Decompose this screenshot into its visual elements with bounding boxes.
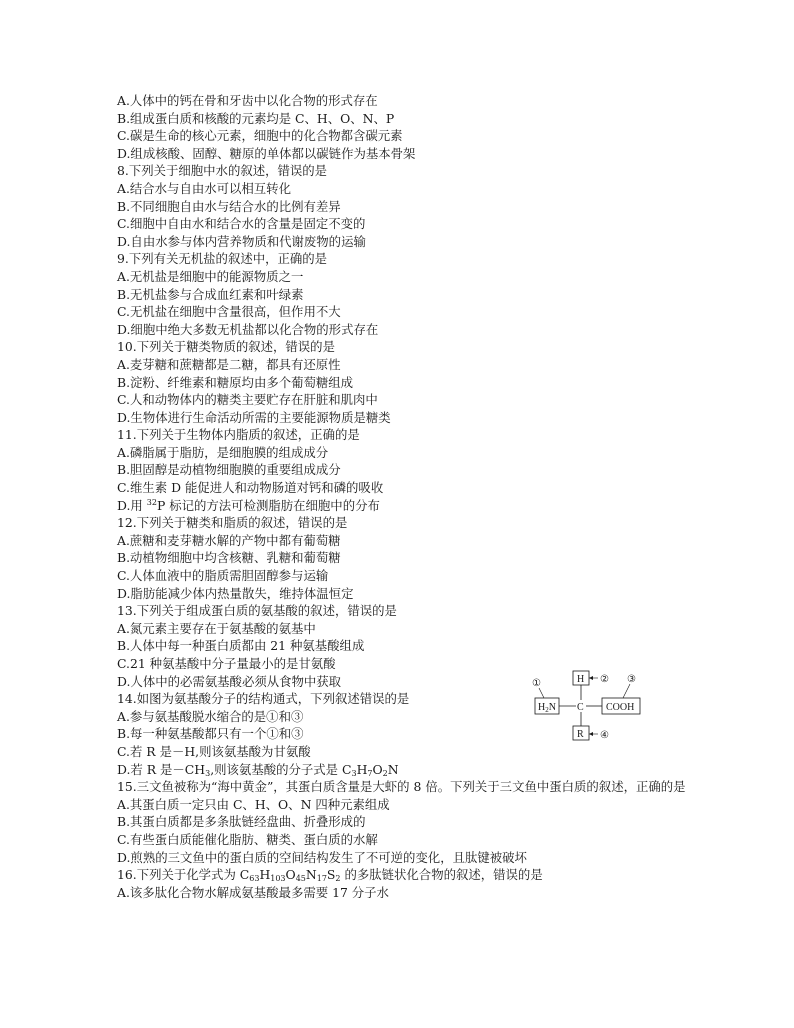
q15-option-a: A.其蛋白质一定只由 C、H、O、N 四种元素组成	[117, 796, 390, 812]
q14-d-sub-1: 3	[205, 768, 211, 778]
q10-option-b: B.淀粉、纤维素和糖原均由多个葡萄糖组成	[117, 374, 354, 390]
q10-stem: 10.下列关于糖类物质的叙述，错误的是	[117, 339, 335, 355]
q10-option-a: A.麦芽糖和蔗糖都是二糖，都具有还原性	[117, 356, 341, 372]
q16-m3: N	[305, 867, 317, 883]
q14-option-c: C.若 R 是－H,则该氨基酸为甘氨酸	[117, 743, 311, 759]
q15-option-d: D.煎熟的三文鱼中的蛋白质的空间结构发生了不可逆的变化，且肽键被破坏	[117, 849, 527, 865]
q13-option-b: B.人体中每一种蛋白质都由 21 种氨基酸组成	[117, 638, 365, 654]
q13-stem: 13.下列关于组成蛋白质的氨基酸的叙述，错误的是	[117, 603, 397, 619]
q14-option-b: B.每一种氨基酸都只有一个①和③	[117, 726, 304, 742]
arrow-2	[589, 676, 593, 680]
leader-1	[539, 688, 544, 698]
q10-option-d: D.生物体进行生命活动所需的主要能源物质是糖类	[117, 409, 391, 425]
q12-option-a: A.蔗糖和麦芽糖水解的产物中都有葡萄糖	[117, 532, 341, 548]
q13-option-c: C.21 种氨基酸中分子量最小的是甘氨酸	[117, 656, 336, 671]
q7-option-b: B.组成蛋白质和核酸的元素均是 C、H、O、N、P	[117, 110, 395, 126]
q7-option-c: C.碳是生命的核心元素，细胞中的化合物都含碳元素	[117, 128, 403, 144]
q16-option-a: A.该多肽化合物水解成氨基酸最多需要 17 分子水	[117, 884, 389, 900]
r-label: R	[577, 729, 584, 740]
q16-m2: O	[285, 867, 296, 883]
q14-d-mid3: O	[372, 761, 383, 777]
q16-sub-3: 45	[295, 874, 306, 884]
q11-option-d	[117, 497, 697, 515]
q14-stem: 14.如图为氨基酸分子的结构通式，下列叙述错误的是	[117, 691, 410, 707]
amino-acid-structure-diagram	[530, 668, 650, 744]
q14-d-mid2: H	[356, 761, 368, 777]
q14-d-sub-4: 2	[382, 768, 388, 778]
q11-d-superscript: 32	[146, 497, 157, 507]
marker-3: ③	[627, 674, 636, 685]
q16-sub-5: 2	[335, 874, 341, 884]
q16-stem-pre: 16.下列关于化学式为 C	[117, 867, 250, 883]
q14-d-mid: ,则该氨基酸的分子式是 C	[210, 761, 352, 777]
leader-3	[623, 684, 630, 698]
q7-option-a: A.人体中的钙在骨和牙齿中以化合物的形式存在	[117, 93, 378, 108]
q8-option-c: C.细胞中自由水和结合水的含量是固定不变的	[117, 216, 366, 232]
q11-stem: 11.下列关于生物体内脂质的叙述，正确的是	[117, 427, 360, 443]
q8-option-b: B.不同细胞自由水与结合水的比例有差异	[117, 198, 341, 214]
q14-option-d	[117, 761, 697, 779]
q12-option-c: C.人体血液中的脂质需胆固醇参与运输	[117, 568, 329, 584]
q11-option-a: A.磷脂属于脂肪，是细胞膜的组成成分	[117, 444, 329, 460]
q12-option-d: D.脂肪能减少体内热量散失，维持体温恒定	[117, 585, 354, 601]
q9-option-c: C.无机盐在细胞中含量很高，但作用不大	[117, 304, 341, 320]
q16-m4: S	[326, 867, 336, 883]
q16-sub-2: 103	[270, 874, 286, 884]
question-list	[117, 92, 697, 901]
q16-sub-1: 63	[249, 874, 260, 884]
h2n-label	[538, 702, 556, 714]
q8-stem: 8.下列关于细胞中水的叙述，错误的是	[117, 163, 328, 179]
cooh-label: COOH	[606, 702, 635, 713]
q12-option-b: B.动植物细胞中均含核糖、乳糖和葡萄糖	[117, 550, 341, 566]
q8-option-a: A.结合水与自由水可以相互转化	[117, 180, 291, 196]
marker-2: ②	[600, 674, 609, 685]
q9-option-a: A.无机盐是细胞中的能源物质之一	[117, 268, 304, 284]
q14-d-pre: D.若 R 是－CH	[117, 761, 206, 777]
h2n-end: N	[548, 702, 556, 713]
q8-option-d: D.自由水参与体内营养物质和代谢废物的运输	[117, 233, 366, 249]
q9-option-d: D.细胞中绝大多数无机盐都以化合物的形式存在	[117, 321, 379, 337]
q16-stem-post: 的多肽链状化合物的叙述，错误的是	[340, 867, 543, 883]
q13-option-d: D.人体中的必需氨基酸必须从食物中获取	[117, 673, 342, 689]
q10-option-c: C.人和动物体内的糖类主要贮存在肝脏和肌肉中	[117, 392, 378, 408]
q15-option-c: C.有些蛋白质能催化脂肪、糖类、蛋白质的水解	[117, 831, 378, 847]
h2n-sub: 2	[545, 706, 549, 714]
q14-d-sub-3: 7	[367, 768, 373, 778]
q14-d-sub-2: 3	[351, 768, 357, 778]
q11-option-b: B.胆固醇是动植物细胞膜的重要组成成分	[117, 462, 341, 478]
c-label: C	[577, 702, 584, 713]
q13-option-a: A.氮元素主要存在于氨基酸的氨基中	[117, 620, 316, 636]
marker-1: ①	[532, 678, 541, 689]
marker-4: ④	[600, 730, 609, 741]
q12-stem: 12.下列关于糖类和脂质的叙述，错误的是	[117, 515, 348, 531]
q7-option-d: D.组成核酸、固醇、糖原的单体都以碳链作为基本骨架	[117, 145, 416, 161]
q11-d-pre: D.用	[117, 497, 147, 513]
q16-m1: H	[259, 867, 271, 883]
q9-option-b: B.无机盐参与合成血红素和叶绿素	[117, 286, 304, 302]
arrow-4	[589, 732, 593, 736]
h-label: H	[577, 674, 585, 685]
q11-option-c: C.维生素 D 能促进人和动物肠道对钙和磷的吸收	[117, 480, 384, 496]
q16-stem	[117, 866, 697, 884]
q15-option-b: B.其蛋白质都是多条肽链经盘曲、折叠形成的	[117, 814, 366, 830]
q11-d-post: P 标记的方法可检测脂肪在细胞中的分布	[156, 497, 380, 513]
q9-stem: 9.下列有关无机盐的叙述中，正确的是	[117, 251, 328, 267]
q16-sub-4: 17	[316, 874, 327, 884]
q14-option-a: A.参与氨基酸脱水缩合的是①和③	[117, 708, 304, 724]
q14-d-post: N	[387, 761, 399, 777]
h2n-main: H	[538, 702, 546, 713]
q15-stem: 15.三文鱼被称为“海中黄金”，其蛋白质含量是大虾的 8 倍。下列关于三文鱼中蛋白质的叙述，正确的是	[117, 779, 686, 795]
